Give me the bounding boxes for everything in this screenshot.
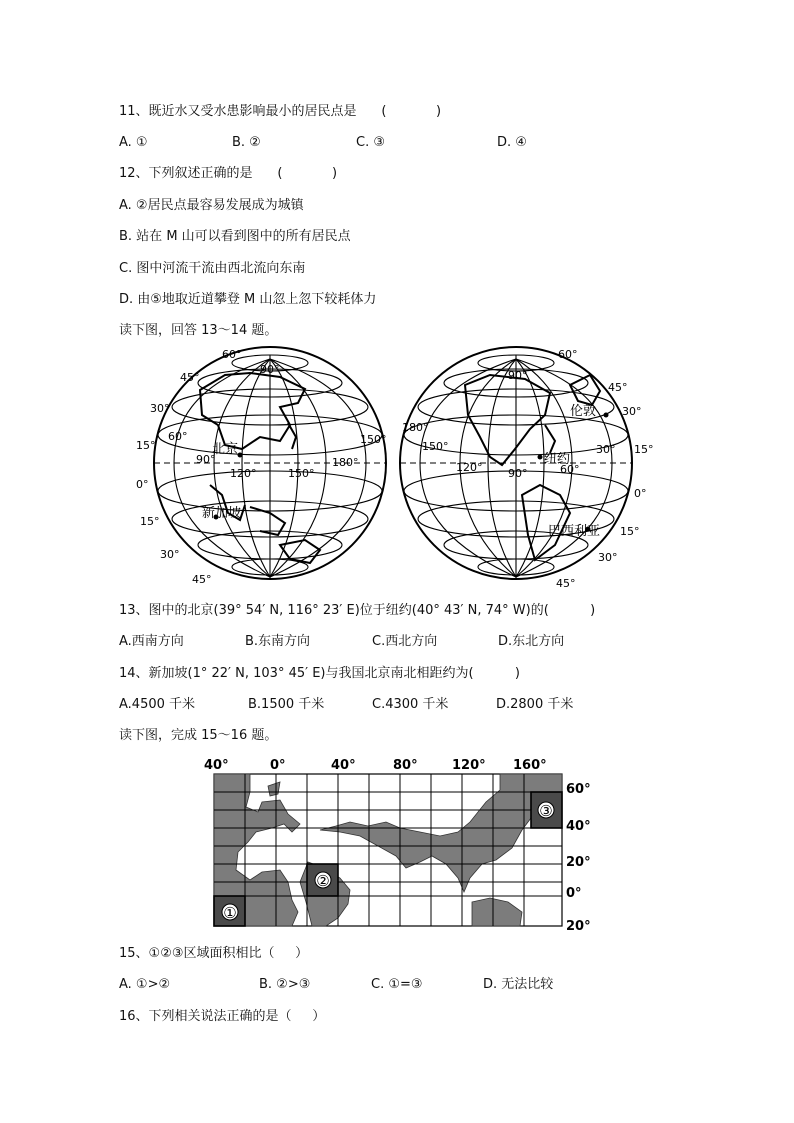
- q12-option-d: D. 由⑤地取近道攀登 M 山忽上忽下较耗体力: [119, 292, 377, 307]
- right-globe: [400, 347, 654, 590]
- right-lat-label: 45°: [556, 577, 576, 590]
- grid-map-figure: [200, 752, 600, 937]
- right-lon-label: 150°: [422, 440, 449, 453]
- q14-stem: 14、新加坡(1° 22′ N, 103° 45′ E)与我国北京南北相距约为( ): [119, 666, 520, 681]
- left-lon-label: 150°: [288, 467, 315, 480]
- q12-option-b: B. 站在 M 山可以看到图中的所有居民点: [119, 229, 351, 244]
- q15-stem: 15、①②③区域面积相比（ ）: [119, 946, 309, 961]
- right-lon-label: 60°: [560, 463, 580, 476]
- q11-option-d: D. ④: [497, 135, 527, 150]
- left-lat-label: 60°: [222, 348, 242, 361]
- left-lat-label: 15°: [140, 515, 160, 528]
- london-label: 伦敦: [570, 404, 597, 419]
- left-lat-label: 0°: [136, 478, 149, 491]
- q15-option-c: C. ①=③: [371, 977, 423, 992]
- q14-option-a: A.4500 千米: [119, 697, 196, 712]
- left-lat-label: 30°: [160, 548, 180, 561]
- right-lat-label: 30°: [622, 405, 642, 418]
- q16-stem: 16、下列相关说法正确的是（ ）: [119, 1009, 326, 1024]
- grid-right-label: 20°: [566, 919, 591, 934]
- q13-stem: 13、图中的北京(39° 54′ N, 116° 23′ E)位于纽约(40° 43′ N, 74° W)的( ): [119, 603, 596, 618]
- q13-option-a: A.西南方向: [119, 634, 184, 649]
- right-lon-label: 180°: [402, 421, 429, 434]
- grid-top-label: 80°: [393, 758, 418, 773]
- right-lat-label: 45°: [608, 381, 628, 394]
- beijing-label: 北京: [212, 442, 239, 457]
- q12-option-c: C. 图中河流干流由西北流向东南: [119, 261, 306, 276]
- right-lat-label: 15°: [620, 525, 640, 538]
- newyork-dot: [538, 455, 543, 460]
- grid-top-label: 160°: [513, 758, 547, 773]
- right-lat-label: 0°: [634, 487, 647, 500]
- q15-option-d: D. 无法比较: [483, 977, 554, 992]
- right-lon-label: 120°: [456, 461, 483, 474]
- q14-option-d: D.2800 千米: [496, 697, 574, 712]
- right-lon-label: 90°: [508, 467, 528, 480]
- globes-figure: [130, 345, 660, 590]
- intro-15-16: 读下图，完成 15～16 题。: [119, 728, 278, 743]
- right-lat-label: 15°: [634, 443, 654, 456]
- left-globe: [136, 347, 387, 586]
- q14-option-b: B.1500 千米: [248, 697, 325, 712]
- left-lon-label: 60°: [168, 430, 188, 443]
- brasilia-label: 巴西利亚: [548, 524, 601, 539]
- q14-option-c: C.4300 千米: [372, 697, 449, 712]
- q13-option-b: B.东南方向: [245, 634, 311, 649]
- london-dot: [604, 413, 609, 418]
- left-lon-label: 90°: [196, 453, 216, 466]
- q12-option-a: A. ②居民点最容易发展成为城镇: [119, 198, 304, 213]
- grid-right-label: 40°: [566, 819, 591, 834]
- left-lat-label: 45°: [180, 371, 200, 384]
- q11-option-c: C. ③: [356, 135, 385, 150]
- grid-right-label: 20°: [566, 855, 591, 870]
- q11-stem: 11、既近水又受水患影响最小的居民点是 ( ): [119, 104, 442, 119]
- grid-top-label: 40°: [331, 758, 356, 773]
- intro-13-14: 读下图，回答 13～14 题。: [119, 323, 278, 338]
- q15-option-a: A. ①>②: [119, 977, 171, 992]
- right-lon-label: 90°: [508, 369, 528, 382]
- q15-option-b: B. ②>③: [259, 977, 311, 992]
- grid-top-label: 40°: [204, 758, 229, 773]
- right-lat-label: 60°: [558, 348, 578, 361]
- grid-right-label: 0°: [566, 886, 582, 901]
- q11-option-a: A. ①: [119, 135, 148, 150]
- left-lon-label: 90°: [260, 363, 280, 376]
- left-lat-label: 15°: [136, 439, 156, 452]
- right-lon-label: 30°: [596, 443, 616, 456]
- left-lat-label: 30°: [150, 402, 170, 415]
- right-lat-label: 30°: [598, 551, 618, 564]
- singapore-label: 新加坡: [202, 506, 242, 521]
- q11-option-b: B. ②: [232, 135, 261, 150]
- left-lat-label: 45°: [192, 573, 212, 586]
- q13-option-d: D.东北方向: [498, 634, 565, 649]
- grid-top-label: 0°: [270, 758, 286, 773]
- grid-right-label: 60°: [566, 782, 591, 797]
- region-2-label: ②: [316, 872, 330, 890]
- left-lon-label: 180°: [332, 456, 359, 469]
- region-1-label: ①: [223, 904, 237, 922]
- newyork-label: 纽约: [544, 452, 571, 467]
- left-lon-label: 120°: [230, 467, 257, 480]
- q13-option-c: C.西北方向: [372, 634, 438, 649]
- q12-stem: 12、下列叙述正确的是 ( ): [119, 166, 338, 181]
- left-lon-label: 150°: [360, 433, 387, 446]
- beijing-dot: [238, 453, 243, 458]
- grid-top-label: 120°: [452, 758, 486, 773]
- region-3-label: ③: [539, 802, 553, 820]
